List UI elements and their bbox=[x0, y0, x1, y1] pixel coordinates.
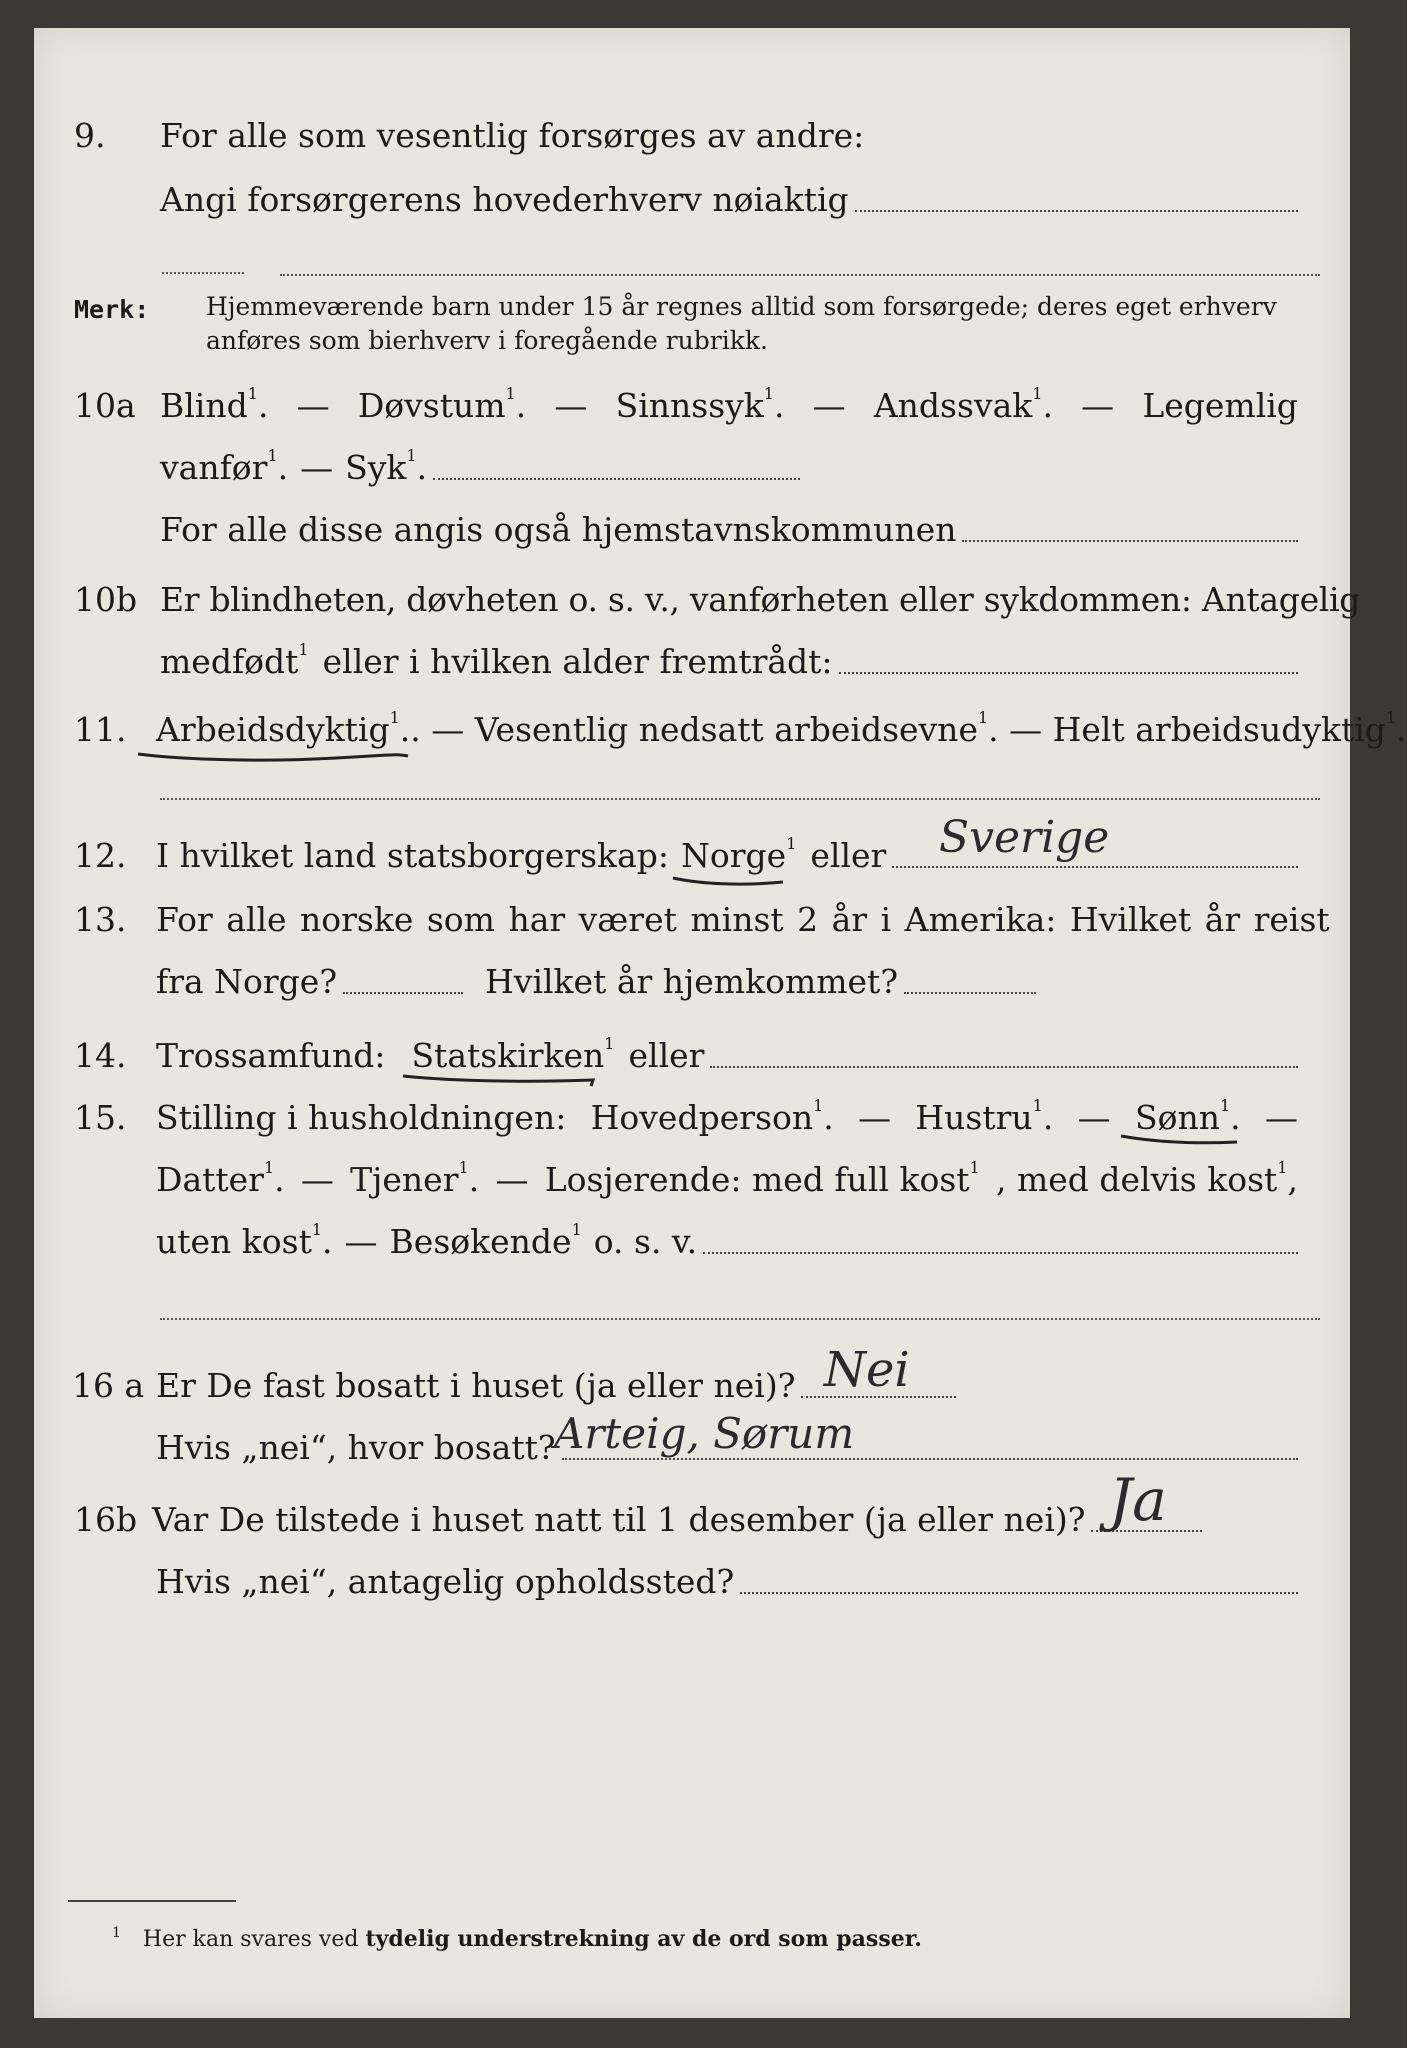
answer-line[interactable] bbox=[703, 1251, 1298, 1254]
q10b-number: 10b bbox=[74, 580, 138, 619]
q16a-line1: Er De fast bosatt i huset (ja eller nei)? bbox=[156, 1366, 796, 1405]
footnote-mark: 1 bbox=[112, 1925, 121, 1941]
q9-number: 9. bbox=[74, 116, 106, 155]
option-tjener[interactable]: Tjener$^1$. bbox=[350, 1158, 480, 1199]
handwritten-answer: Arteig, Sørum bbox=[554, 1409, 855, 1458]
handwritten-answer: Nei bbox=[824, 1342, 910, 1398]
option-besokende[interactable]: Besøkende$^1$ bbox=[389, 1220, 582, 1261]
separator: — bbox=[296, 386, 330, 425]
option-sonn[interactable]: Sønn$^1$. bbox=[1135, 1098, 1241, 1138]
option-udyktig[interactable]: . — Helt arbeidsudyktig$^1$. bbox=[988, 708, 1407, 749]
answer-line[interactable] bbox=[740, 1591, 1298, 1594]
option-vanfor[interactable]: vanfør$^1$. bbox=[160, 446, 289, 487]
handwritten-underline bbox=[146, 744, 406, 764]
handwritten-underline bbox=[671, 870, 781, 890]
answer-line[interactable] bbox=[160, 1318, 1320, 1320]
q14-eller: eller bbox=[628, 1036, 705, 1075]
option-hovedperson[interactable]: Hovedperson$^1$. bbox=[590, 1096, 834, 1137]
separator: — bbox=[858, 1098, 892, 1137]
option-full-kost[interactable]: Losjerende: med full kost$^1$ bbox=[544, 1158, 980, 1199]
q13-number: 13. bbox=[74, 900, 127, 939]
option-hustru[interactable]: Hustru$^1$. bbox=[915, 1096, 1054, 1137]
option-syk[interactable]: Syk$^1$. bbox=[345, 446, 428, 487]
answer-line[interactable] bbox=[433, 477, 800, 480]
q9-line2: Angi forsørgerens hovederhverv nøiaktig bbox=[160, 180, 849, 219]
handwritten-answer: Sverige bbox=[939, 812, 1110, 863]
q16a-line2: Hvis „nei“, hvor bosatt? bbox=[156, 1428, 556, 1467]
q13-line1: For alle norske som har været minst 2 år i Amerika: Hvilket år reist bbox=[156, 900, 1330, 939]
q12-lead: I hvilket land statsborgerskap: bbox=[156, 836, 670, 875]
separator: — bbox=[495, 1160, 529, 1199]
separator: — bbox=[1077, 1098, 1111, 1137]
option-dovstum[interactable]: Døvstum$^1$. bbox=[357, 384, 527, 425]
q16a-number: 16 a bbox=[72, 1366, 145, 1405]
handwritten-underline bbox=[1125, 1132, 1235, 1152]
merk-text: Hjemmeværende barn under 15 år regnes alltid som forsørgede; deres eget erhverv anføres som bierhverv i foregående rubrikk. bbox=[206, 292, 1277, 355]
option-medfodt[interactable]: medfødt$^1$ bbox=[160, 640, 309, 681]
q15-osv: o. s. v. bbox=[593, 1222, 698, 1261]
handwritten-underline bbox=[401, 1070, 591, 1090]
separator: — bbox=[554, 386, 588, 425]
option-sinnssyk[interactable]: Sinnssyk$^1$. bbox=[615, 384, 785, 425]
separator: — bbox=[344, 1222, 378, 1261]
separator: — bbox=[812, 386, 846, 425]
answer-line[interactable] bbox=[855, 209, 1298, 212]
answer-line[interactable] bbox=[710, 1065, 1298, 1068]
census-form-page bbox=[34, 28, 1407, 2018]
footnote-emphasis: tydelig understrekning av de ord som passer. bbox=[365, 1926, 922, 1952]
q15-number: 15. bbox=[74, 1098, 127, 1137]
q16b-line2: Hvis „nei“, antagelig opholdssted? bbox=[156, 1562, 735, 1601]
answer-line[interactable] bbox=[162, 272, 244, 274]
q10a-number: 10a bbox=[74, 386, 136, 425]
q15-lead: Stilling i husholdningen: bbox=[156, 1098, 567, 1137]
q13-line2b: Hvilket år hjemkommet? bbox=[485, 962, 899, 1001]
q16b-number: 16b bbox=[74, 1500, 138, 1539]
option-delvis-kost[interactable]: , med delvis kost$^1$, bbox=[995, 1158, 1298, 1199]
footnote-rule bbox=[68, 1900, 236, 1902]
q13-line2a: fra Norge? bbox=[156, 962, 338, 1001]
merk-label: Merk: bbox=[74, 295, 150, 324]
option-datter[interactable]: Datter$^1$. bbox=[156, 1158, 285, 1199]
footnote bbox=[112, 1926, 922, 1952]
option-blind[interactable]: Blind$^1$. bbox=[160, 384, 269, 425]
answer-line[interactable] bbox=[962, 539, 1298, 542]
q14-lead: Trossamfund: bbox=[156, 1036, 386, 1075]
separator: — bbox=[300, 1160, 334, 1199]
option-nedsatt[interactable]: . — Vesentlig nedsatt arbeidsevne$^1$ bbox=[410, 708, 989, 749]
option-andssvak[interactable]: Andssvak$^1$. bbox=[873, 384, 1053, 425]
answer-line[interactable] bbox=[160, 798, 1320, 800]
handwritten-answer: Ja bbox=[1109, 1466, 1167, 1534]
option-norge[interactable]: Norge$^1$ bbox=[681, 836, 796, 876]
q10a-line3: For alle disse angis også hjemstavnskommunen bbox=[160, 510, 957, 549]
answer-line[interactable] bbox=[839, 671, 1298, 674]
option-uten-kost[interactable]: uten kost$^1$. bbox=[156, 1220, 333, 1261]
separator: — bbox=[1081, 386, 1115, 425]
q16b-line1: Var De tilstede i huset natt til 1 desember (ja eller nei)? bbox=[152, 1500, 1086, 1539]
separator: — bbox=[1264, 1098, 1298, 1137]
option-statskirken[interactable]: Statskirken$^1$ bbox=[411, 1036, 614, 1076]
separator: — bbox=[300, 448, 334, 487]
q10b-line2: eller i hvilken alder fremtrådt: bbox=[322, 642, 833, 681]
option-legemlig[interactable]: Legemlig bbox=[1142, 386, 1298, 425]
answer-line[interactable] bbox=[280, 274, 1320, 276]
answer-line[interactable] bbox=[892, 865, 1298, 868]
q12-number: 12. bbox=[74, 836, 127, 875]
q9-line1: For alle som vesentlig forsørges av andre: bbox=[160, 116, 865, 155]
answer-line[interactable] bbox=[343, 991, 463, 994]
q10b-line1: Er blindheten, døvheten o. s. v., vanførheten eller sykdommen: Antagelig bbox=[160, 580, 1361, 619]
option-arbeidsdyktig[interactable]: Arbeidsdyktig$^1$. bbox=[156, 710, 410, 750]
footnote-text: Her kan svares ved bbox=[142, 1927, 359, 1952]
q14-number: 14. bbox=[74, 1036, 127, 1075]
q11-number: 11. bbox=[74, 710, 127, 749]
q12-eller: eller bbox=[810, 836, 887, 875]
answer-line[interactable] bbox=[904, 991, 1036, 994]
